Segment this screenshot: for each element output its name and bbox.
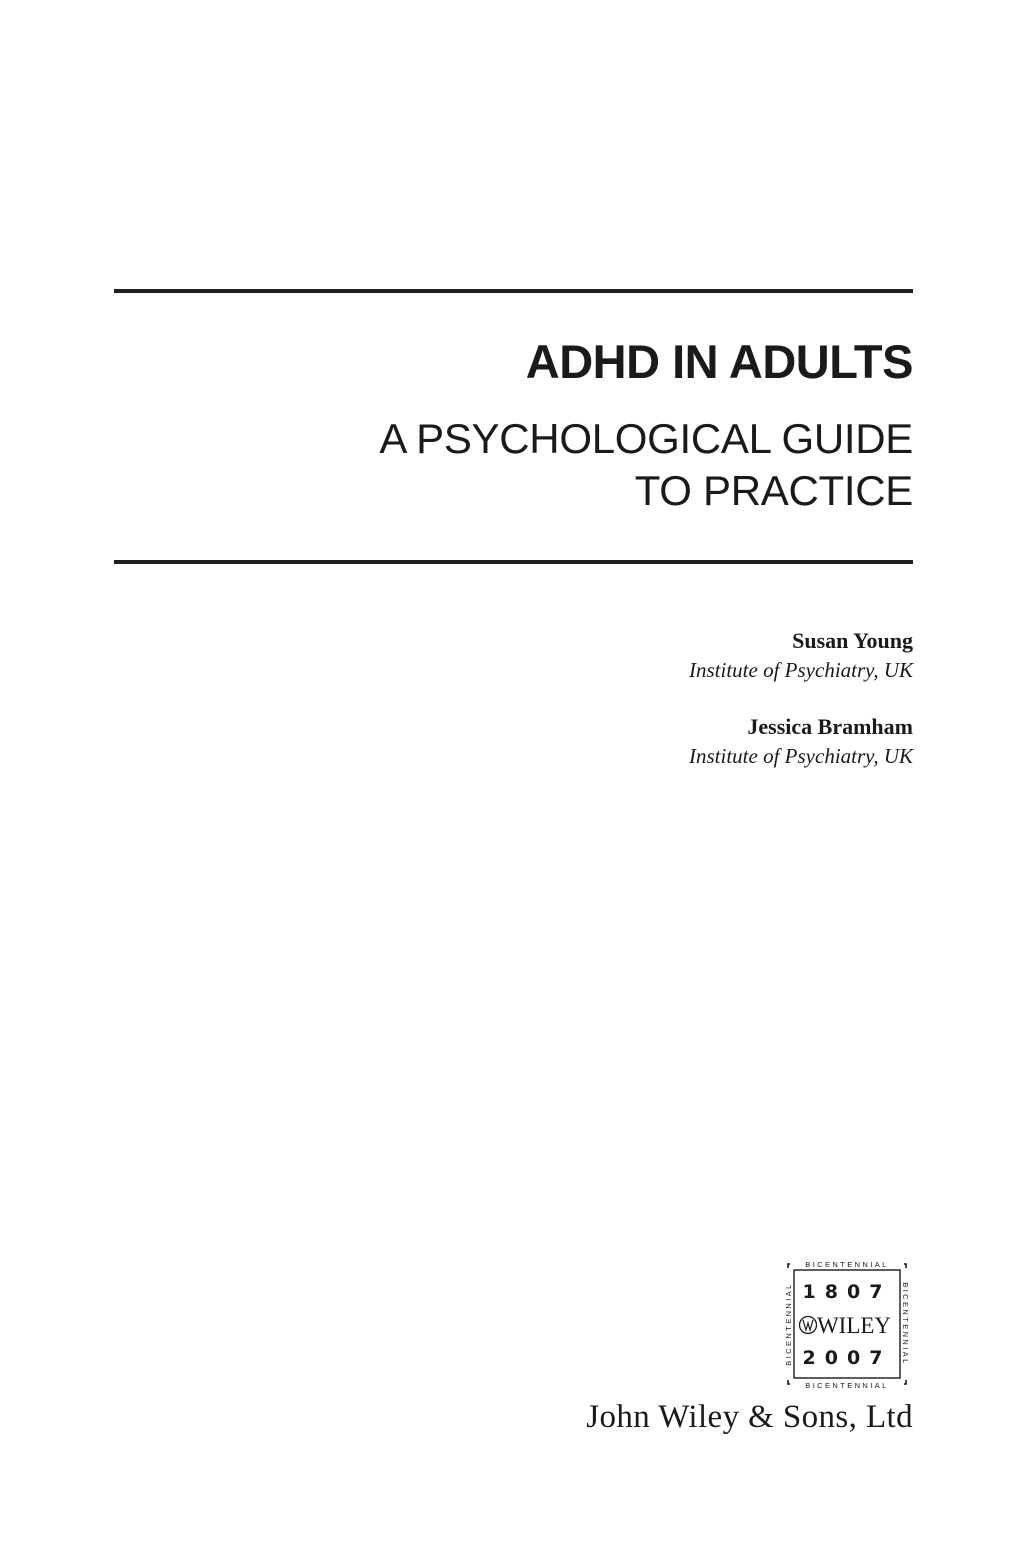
author-affiliation: Institute of Psychiatry, UK — [689, 658, 913, 682]
book-title: ADHD IN ADULTS — [525, 335, 913, 388]
author-affiliation: Institute of Psychiatry, UK — [689, 744, 913, 768]
wiley-emblem-icon — [800, 1317, 817, 1334]
subtitle-line-1: A PSYCHOLOGICAL GUIDE — [379, 415, 913, 462]
publisher-name: John Wiley & Sons, Ltd — [586, 1399, 913, 1435]
author-name: Susan Young — [792, 628, 913, 653]
seal-ring-bottom: BICENTENNIAL — [805, 1381, 889, 1390]
seal-ring-left: BICENTENNIAL — [784, 1282, 793, 1366]
author-2 — [689, 712, 913, 770]
seal-year-end: 2007 — [802, 1347, 892, 1369]
seal-brand: WILEY — [816, 1313, 892, 1338]
wiley-bicentennial-seal — [780, 1256, 914, 1392]
bottom-rule — [114, 560, 913, 564]
book-subtitle — [379, 413, 913, 517]
seal-ring-top: BICENTENNIAL — [805, 1260, 889, 1269]
author-list — [689, 626, 913, 770]
subtitle-line-2: TO PRACTICE — [634, 467, 913, 514]
author-name: Jessica Bramham — [747, 714, 913, 739]
title-block — [379, 334, 913, 517]
author-1 — [689, 626, 913, 684]
seal-year-start: 1807 — [802, 1281, 892, 1303]
top-rule — [114, 289, 913, 293]
seal-ring-right: BICENTENNIAL — [901, 1282, 910, 1366]
